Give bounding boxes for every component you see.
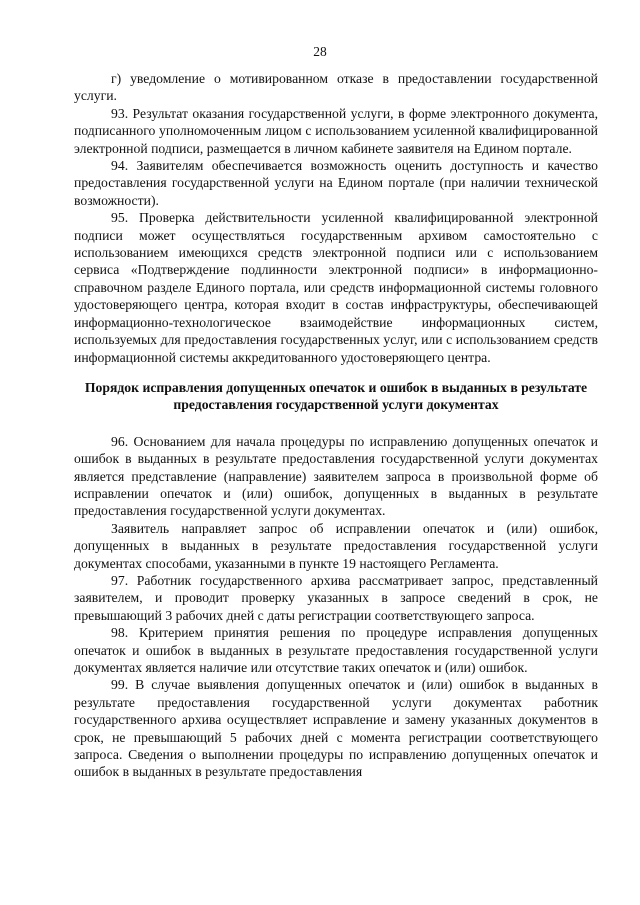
paragraph-item-98: 98. Критерием принятия решения по процедуре исправления допущенных опечаток и ошибок в выданных в результате предоставления государственной услуги документах является наличие или отсутствие таких опечаток и (или) ошибок.: [74, 625, 598, 675]
paragraph-item-93: 93. Результат оказания государственной услуги, в форме электронного документа, подписанного уполномоченным лицом с использованием усиленной квалифицированной электронной подписи, размещается в личном кабинете заявителя на Едином портале.: [74, 105, 598, 156]
paragraph-item-96-applicant: Заявитель направляет запрос об исправлении опечаток и (или) ошибок, допущенных в выданных в результате предоставления государственной услуги документах способами, указанными в пункте 19 настоящего Регламента.: [74, 520, 598, 571]
page-number: 28: [313, 44, 327, 59]
paragraph-item-94: 94. Заявителям обеспечивается возможность оценить доступность и качество предоставления государственной услуги на Едином портале (при наличии технической возможности).: [74, 158, 598, 208]
paragraph-item-g: г) уведомление о мотивированном отказе в предоставлении государственной услуги.: [74, 71, 598, 104]
paragraph-item-99: 99. В случае выявления допущенных опечаток и (или) ошибок в выданных в результате предоставления государственной услуги документах работник государственного архива осуществляет исправление и замену указанных документов в срок, не превышающий 5 рабочих дней с момента регистрации соответствующего запроса. Сведения о выполнении процедуры по исправлению допущенных опечаток и ошибок в выданных в результате предоставления: [74, 677, 598, 780]
paragraph-item-96: 96. Основанием для начала процедуры по исправлению допущенных опечаток и ошибок в выданных в результате предоставления государственной услуги документах является представление (направление) заявителем запроса в произвольной форме об исправлении опечаток и (или) ошибок, допущенных в выданных в результате предоставления государственной услуги документах.: [74, 433, 598, 519]
document-body: [74, 70, 598, 781]
paragraph-item-95: 95. Проверка действительности усиленной квалифицированной электронной подписи может осуществляться государственным архивом самостоятельно с использованием имеющихся средств электронной подписи или с использованием сервиса «Подтверждение подлинности электронной подписи» в информационно-справочном разделе Единого портала, или средств информационной системы головного удостоверяющего центра, которая входит в состав инфраструктуры, обеспечивающей информационно-технологическое взаимодействие информационных систем, используемых для предоставления государственных услуг, или с использованием средств информационной системы аккредитованного удостоверяющего центра.: [74, 210, 598, 365]
section-heading: Порядок исправления допущенных опечаток и ошибок в выданных в результате предоставления государственной услуги документах: [84, 379, 588, 413]
paragraph-item-97: 97. Работник государственного архива рассматривает запрос, представленный заявителем, и проводит проверку указанных в запросе сведений в срок, не превышающий 3 рабочих дней с даты регистрации соответствующего запроса.: [74, 572, 598, 623]
